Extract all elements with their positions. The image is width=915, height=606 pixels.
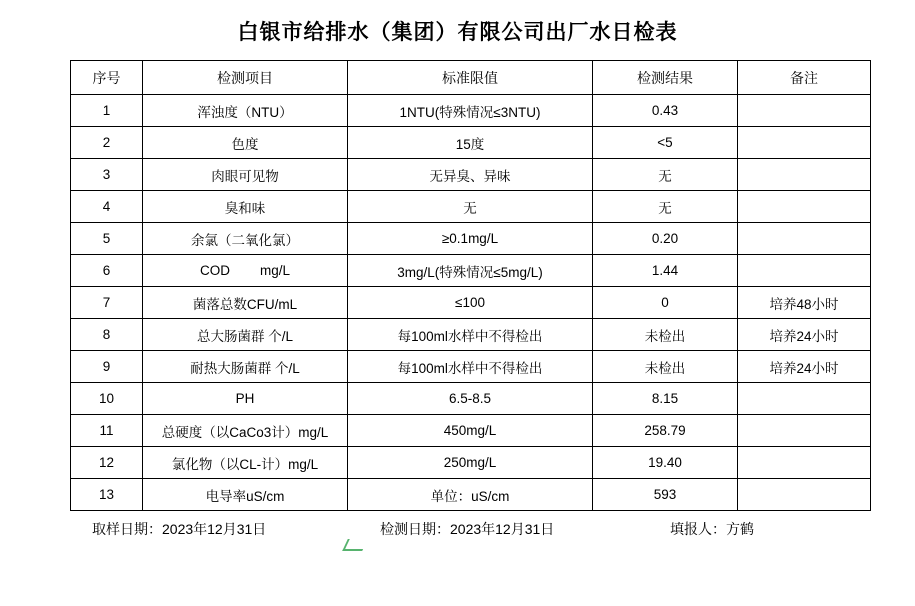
cell-result: 0 — [593, 287, 738, 319]
cell-item: COD mg/L — [143, 255, 348, 287]
cell-item: 总大肠菌群 个/L — [143, 319, 348, 351]
header-note: 备注 — [738, 61, 871, 95]
cell-no: 8 — [71, 319, 143, 351]
cell-item: 菌落总数CFU/mL — [143, 287, 348, 319]
cell-no: 11 — [71, 415, 143, 447]
water-quality-table — [70, 60, 871, 511]
cell-limit: 无异臭、异味 — [348, 159, 593, 191]
cell-result: 无 — [593, 159, 738, 191]
cell-limit: 1NTU(特殊情况≤3NTU) — [348, 95, 593, 127]
header-limit: 标准限值 — [348, 61, 593, 95]
cell-limit: 250mg/L — [348, 447, 593, 479]
footer — [70, 519, 845, 539]
cell-limit: 6.5-8.5 — [348, 383, 593, 415]
cell-no: 7 — [71, 287, 143, 319]
cell-result: 未检出 — [593, 319, 738, 351]
cell-limit: 单位：uS/cm — [348, 479, 593, 511]
cell-result: 0.20 — [593, 223, 738, 255]
cell-limit: 每100ml水样中不得检出 — [348, 351, 593, 383]
cell-no: 2 — [71, 127, 143, 159]
cell-result: 258.79 — [593, 415, 738, 447]
cell-item: 总硬度（以CaCo3计）mg/L — [143, 415, 348, 447]
header-result: 检测结果 — [593, 61, 738, 95]
cell-item: 臭和味 — [143, 191, 348, 223]
cell-result: 8.15 — [593, 383, 738, 415]
cell-note — [738, 191, 871, 223]
cell-result: 19.40 — [593, 447, 738, 479]
table-row — [71, 447, 871, 479]
table-header — [71, 61, 871, 95]
table-row — [71, 255, 871, 287]
cell-item: 肉眼可见物 — [143, 159, 348, 191]
cell-note — [738, 479, 871, 511]
cell-result: 1.44 — [593, 255, 738, 287]
cell-item: 电导率uS/cm — [143, 479, 348, 511]
cell-note — [738, 447, 871, 479]
testing-date: 检测日期：2023年12月31日 — [380, 521, 555, 537]
cell-limit: ≤100 — [348, 287, 593, 319]
table-row — [71, 319, 871, 351]
cell-no: 13 — [71, 479, 143, 511]
page-title: 白银市给排水（集团）有限公司出厂水日检表 — [237, 21, 678, 44]
cell-item: 耐热大肠菌群 个/L — [143, 351, 348, 383]
cell-result: 0.43 — [593, 95, 738, 127]
report-table-wrapper — [70, 60, 845, 511]
cell-item: 浑浊度（NTU） — [143, 95, 348, 127]
cell-no: 12 — [71, 447, 143, 479]
table-row — [71, 383, 871, 415]
table-row — [71, 95, 871, 127]
cell-no: 10 — [71, 383, 143, 415]
cell-note: 培养48小时 — [738, 287, 871, 319]
table-row — [71, 191, 871, 223]
cell-no: 3 — [71, 159, 143, 191]
cell-note — [738, 127, 871, 159]
table-row — [71, 159, 871, 191]
table-row — [71, 223, 871, 255]
reporter-name: 填报人：方鹤 — [670, 521, 754, 537]
document-page — [0, 16, 915, 606]
cell-no: 6 — [71, 255, 143, 287]
green-check-mark-icon — [342, 539, 368, 551]
cell-limit: 3mg/L(特殊情况≤5mg/L) — [348, 255, 593, 287]
cell-no: 4 — [71, 191, 143, 223]
cell-note — [738, 95, 871, 127]
cell-limit: 每100ml水样中不得检出 — [348, 319, 593, 351]
cell-limit: 15度 — [348, 127, 593, 159]
cell-item: PH — [143, 383, 348, 415]
cell-note: 培养24小时 — [738, 319, 871, 351]
cell-note — [738, 255, 871, 287]
cell-note — [738, 223, 871, 255]
table-row — [71, 287, 871, 319]
cell-limit: 450mg/L — [348, 415, 593, 447]
table-row — [71, 127, 871, 159]
table-header-row — [71, 61, 871, 95]
cell-result: 593 — [593, 479, 738, 511]
cell-no: 9 — [71, 351, 143, 383]
table-body — [71, 95, 871, 511]
table-row — [71, 415, 871, 447]
table-row — [71, 351, 871, 383]
header-no: 序号 — [71, 61, 143, 95]
cell-limit: 无 — [348, 191, 593, 223]
cell-item: 色度 — [143, 127, 348, 159]
table-row — [71, 479, 871, 511]
cell-result: 无 — [593, 191, 738, 223]
cell-result: 未检出 — [593, 351, 738, 383]
cell-note: 培养24小时 — [738, 351, 871, 383]
header-item: 检测项目 — [143, 61, 348, 95]
cell-result: <5 — [593, 127, 738, 159]
cell-no: 1 — [71, 95, 143, 127]
cell-item: 氯化物（以CL-计）mg/L — [143, 447, 348, 479]
sampling-date: 取样日期：2023年12月31日 — [92, 521, 267, 537]
cell-item: 余氯（二氧化氯） — [143, 223, 348, 255]
cell-note — [738, 415, 871, 447]
cell-no: 5 — [71, 223, 143, 255]
cell-limit: ≥0.1mg/L — [348, 223, 593, 255]
cell-note — [738, 383, 871, 415]
cell-note — [738, 159, 871, 191]
